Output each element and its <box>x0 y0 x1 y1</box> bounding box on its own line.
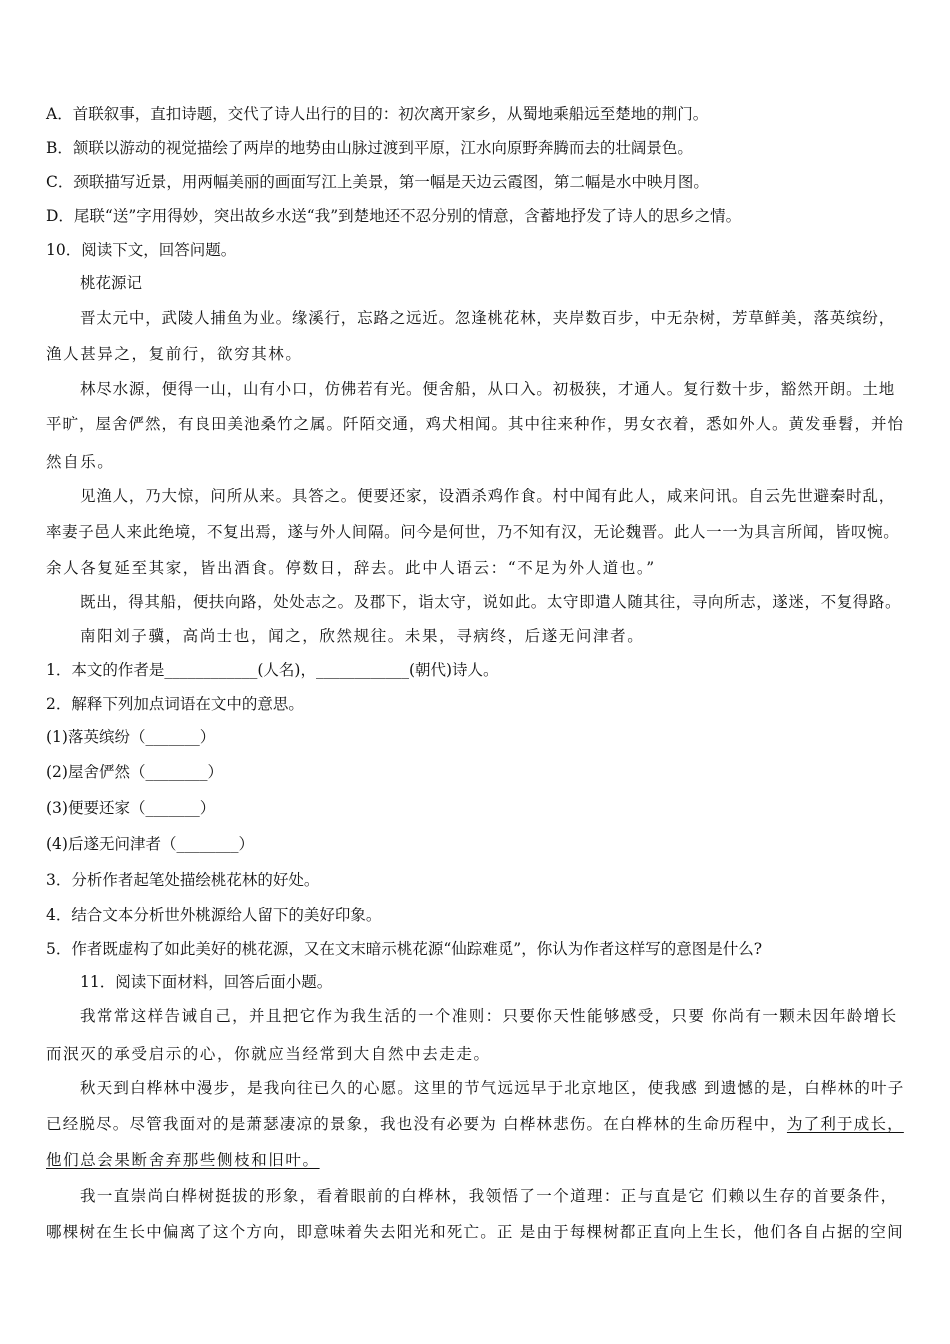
material-line: 哪棵树在生长中偏离了这个方向，即意味着失去阳光和死亡。正 是由于每棵树都正直向上生长，他们各自占据的空间 <box>46 1223 904 1241</box>
passage-line: 余人各复延至其家，皆出酒食。停数日，辞去。此中人语云：“不足为外人道也。” <box>46 559 656 577</box>
question-3: 3．分析作者起笔处描绘桃花林的好处。 <box>46 871 320 889</box>
passage-line: 渔人甚异之，复前行，欲穷其林。 <box>46 345 303 363</box>
q9-option-b: B．颔联以游动的视觉描绘了两岸的地势由山脉过渡到平原，江水向原野奔腾而去的壮阔景色。 <box>46 139 693 157</box>
question-2-item: (3)便要还家（_______） <box>46 799 216 817</box>
underlined-sentence: 为了利于成长， <box>786 1115 904 1133</box>
passage-line: 平旷，屋舍俨然，有良田美池桑竹之属。阡陌交通，鸡犬相闻。其中往来种作，男女衣着，悉如外人。黄发垂髫，并怡 <box>46 415 905 433</box>
q9-option-a: A．首联叙事，直扣诗题，交代了诗人出行的目的：初次离开家乡，从蜀地乘船远至楚地的荆门。 <box>46 105 709 123</box>
material-line: 而泯灭的承受启示的心，你就应当经常到大自然中去走走。 <box>46 1045 491 1063</box>
passage-line: 率妻子邑人来此绝境，不复出焉，遂与外人间隔。问今是何世，乃不知有汉，无论魏晋。此人一一为具言所闻，皆叹惋。 <box>46 523 900 541</box>
q10-prompt: 10．阅读下文，回答问题。 <box>46 241 237 259</box>
q9-option-d: D．尾联“送”字用得妙，突出故乡水送“我”到楚地还不忍分别的情意，含蓄地抒发了诗人的思乡之情。 <box>46 207 742 225</box>
question-1: 1．本文的作者是____________(人名)，____________(朝代)诗人。 <box>46 661 499 679</box>
passage-line: 然自乐。 <box>46 453 115 471</box>
question-5: 5．作者既虚构了如此美好的桃花源，又在文末暗示桃花源“仙踪难觅”，你认为作者这样写的意图是什么? <box>46 940 763 958</box>
question-2-item: (4)后遂无问津者（________） <box>46 835 254 853</box>
material-line <box>46 1114 904 1134</box>
q11-prompt: 11．阅读下面材料，回答后面小题。 <box>80 973 333 991</box>
passage-line: 见渔人，乃大惊，问所从来。具答之。便要还家，设酒杀鸡作食。村中闻有此人，咸来问讯。自云先世避秦时乱， <box>80 487 896 505</box>
material-text: 已经脱尽。尽管我面对的是萧瑟凄凉的景象，我也没有必要为 白桦林悲伤。在白桦林的生命历程中， <box>46 1115 787 1133</box>
passage-line: 林尽水源，便得一山，山有小口，仿佛若有光。便舍船，从口入。初极狭，才通人。复行数十步，豁然开朗。土地 <box>80 380 896 398</box>
material-line: 我常常这样告诫自己，并且把它作为我生活的一个准则：只要你天性能够感受，只要 你尚有一颗未因年龄增长 <box>80 1007 898 1025</box>
question-2: 2．解释下列加点词语在文中的意思。 <box>46 695 304 713</box>
passage-title: 桃花源记 <box>80 274 143 292</box>
passage-line: 既出，得其船，便扶向路，处处志之。及郡下，诣太守，说如此。太守即遣人随其往，寻向所志，遂迷，不复得路。 <box>80 593 902 611</box>
question-2-item: (2)屋舍俨然（________） <box>46 763 223 781</box>
material-line: 我一直崇尚白桦树挺拔的形象，看着眼前的白桦林，我领悟了一个道理：正与直是它 们赖以生存的首要条件， <box>80 1187 898 1205</box>
underlined-sentence: 他们总会果断舍弃那些侧枝和旧叶。 <box>46 1151 320 1169</box>
question-4: 4．结合文本分析世外桃源给人留下的美好印象。 <box>46 906 382 924</box>
passage-line: 晋太元中，武陵人捕鱼为业。缘溪行，忘路之远近。忽逢桃花林，夹岸数百步，中无杂树，芳草鲜美，落英缤纷， <box>80 309 896 327</box>
material-line: 秋天到白桦林中漫步，是我向往已久的心愿。这里的节气远远早于北京地区，使我感 到遗憾的是，白桦林的叶子 <box>80 1079 905 1097</box>
question-2-item: (1)落英缤纷（_______） <box>46 728 216 746</box>
q9-option-c: C．颈联描写近景，用两幅美丽的画面写江上美景，第一幅是天边云霞图，第二幅是水中映月图。 <box>46 173 709 191</box>
passage-line: 南阳刘子骥，高尚士也，闻之，欣然规往。未果，寻病终，后遂无问津者。 <box>80 627 645 645</box>
